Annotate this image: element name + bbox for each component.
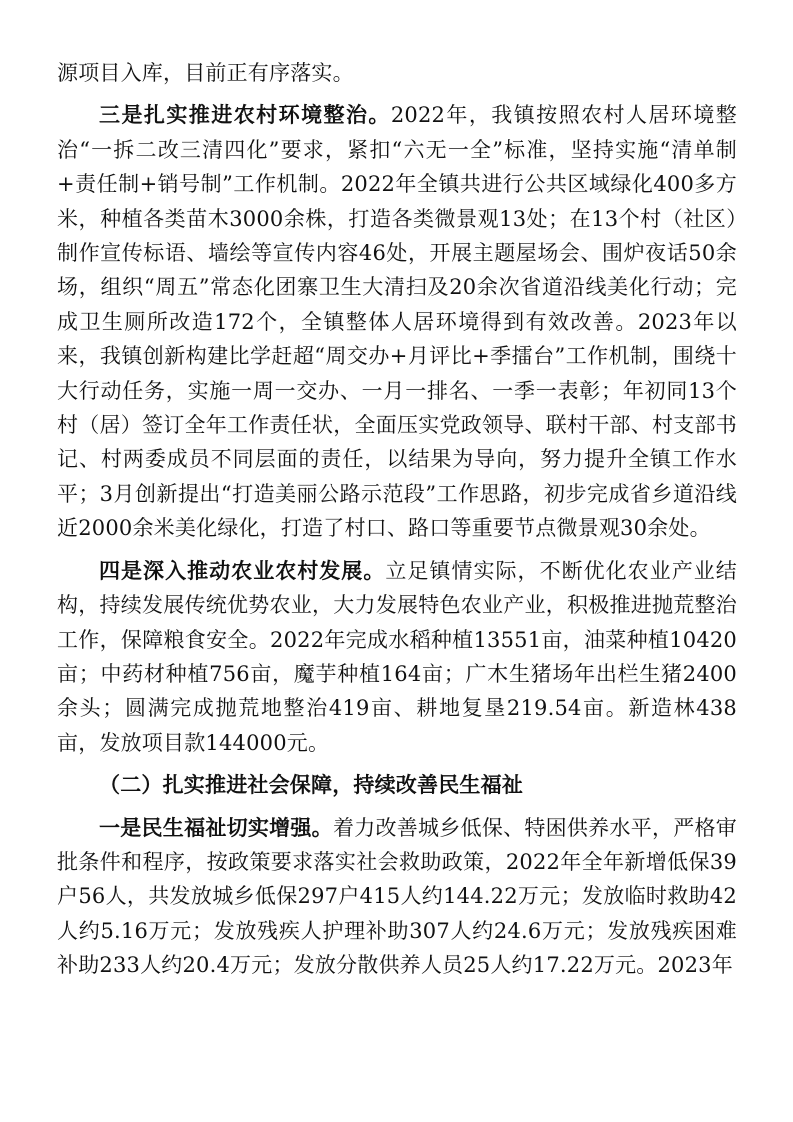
paragraph-lead: 三是扎实推进农村环境整治。 xyxy=(99,103,391,128)
section-heading: （二）扎实推进社会保障，持续改善民生福祉 xyxy=(99,773,523,798)
paragraph-lead: 一是民生福祉切实增强。 xyxy=(99,815,333,840)
paragraph-body: 着力改善城乡低保、特困供养水平，严格审批条件和程序，按政策要求落实社会救助政策，2022年全年新增低保39户56人，共发放城乡低保297户415人约144.22万元；发放临时救助42人约5.16万元；发放残疾人护理补助307人约24.6万元；发放残疾困难补助233人约20.4万元；发放分散供养人员25人约17.22万元。2023年 xyxy=(57,815,737,978)
paragraph-body: 2022年，我镇按照农村人居环境整治“一拆二改三清四化”要求，紧扣“六无一全”标准，坚持实施“清单制+责任制+销号制”工作机制。2022年全镇共进行公共区域绿化400多方米，种植各类苗木3000余株，打造各类微景观13处；在13个村（社区）制作宣传标语、墙绘等宣传内容46处，开展主题屋场会、围炉夜话50余场，组织“周五”常态化团寨卫生大清扫及20余次省道沿线美化行动；完成卫生厕所改造172个，全镇整体人居环境得到有效改善。2023年以来，我镇创新构建比学赶超“周交办+月评比+季擂台”工作机制，围绕十大行动任务，实施一周一交办、一月一排名、一季一表彰；年初同13个村（居）签订全年工作责任状，全面压实党政领导、联村干部、村支部书记、村两委成员不同层面的责任，以结果为导向，努力提升全镇工作水平；3月创新提出“打造美丽公路示范段”工作思路，初步完成省乡道沿线近2000余米美化绿化，打造了村口、路口等重要节点微景观30余处。 xyxy=(57,103,737,541)
paragraph-body: 立足镇情实际，不断优化农业产业结构，持续发展传统优势农业，大力发展特色农业产业，积极推进抛荒整治工作，保障粮食安全。2022年完成水稻种植13551亩，油菜种植10420亩；中药材种植756亩，魔芋种植164亩；广木生猪场年出栏生猪2400余头；圆满完成抛荒地整治419亩、耕地复垦219.54亩。新造林438亩，发放项目款144000元。 xyxy=(57,558,737,755)
paragraph-agriculture xyxy=(57,554,737,760)
paragraph-continuation xyxy=(57,56,737,90)
paragraph-body: 源项目入库，目前正有序落实。 xyxy=(57,61,354,85)
paragraph-welfare xyxy=(57,811,737,983)
document-body xyxy=(57,56,737,983)
paragraph-lead: 四是深入推动农业农村发展。 xyxy=(99,558,386,583)
paragraph-rural-environment xyxy=(57,98,737,545)
